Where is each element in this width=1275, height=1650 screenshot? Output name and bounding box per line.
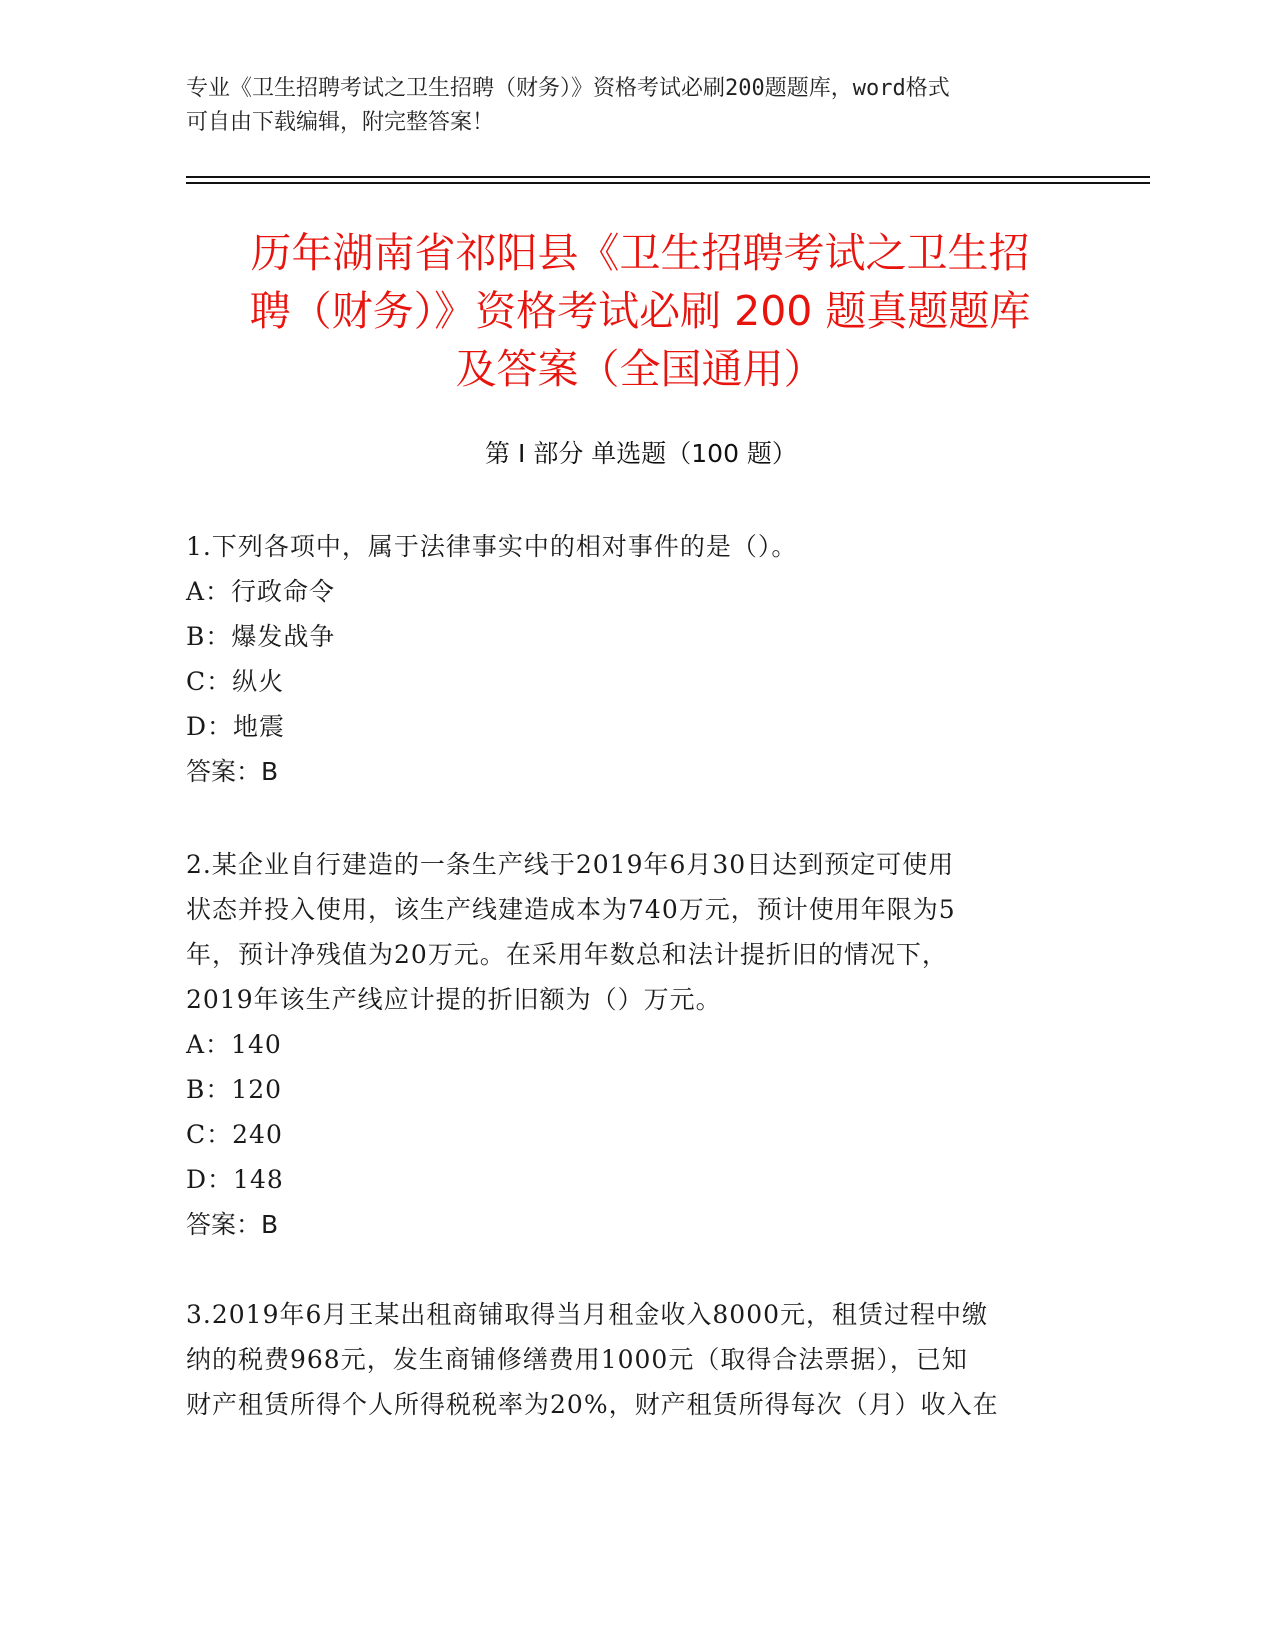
option-a: A：140 xyxy=(186,1030,282,1059)
document-title xyxy=(160,224,1120,398)
question-stem xyxy=(186,1292,1086,1427)
question-stem xyxy=(186,524,1086,569)
option-d: D：148 xyxy=(186,1165,284,1194)
section-heading: 第 I 部分 单选题（100 题） xyxy=(485,439,797,468)
answer-line: 答案：B xyxy=(186,1210,279,1239)
option-b: B：120 xyxy=(186,1075,283,1104)
option-c: C：240 xyxy=(186,1120,283,1149)
header-divider-top xyxy=(186,176,1150,178)
stem-line: 3.2019年6月王某出租商铺取得当月租金收入8000元，租赁过程中缴 xyxy=(186,1300,989,1329)
header-divider-bottom xyxy=(186,182,1150,184)
header-note-line: 专业《卫生招聘考试之卫生招聘（财务）》资格考试必刷200题题库，word格式 xyxy=(186,76,950,101)
stem-line: 2019年该生产线应计提的折旧额为（）万元。 xyxy=(186,985,722,1014)
stem-line: 1.下列各项中，属于法律事实中的相对事件的是（）。 xyxy=(186,532,798,561)
stem-line: 纳的税费968元，发生商铺修缮费用1000元（取得合法票据），已知 xyxy=(186,1345,968,1374)
answer-line: 答案：B xyxy=(186,757,279,786)
stem-line: 财产租赁所得个人所得税税率为20%，财产租赁所得每次（月）收入在 xyxy=(186,1390,999,1419)
header-note xyxy=(186,72,1066,140)
header-note-line: 可自由下载编辑，附完整答案！ xyxy=(186,110,495,135)
title-line: 聘（财务）》资格考试必刷 200 题真题题库 xyxy=(249,287,1031,335)
stem-line: 状态并投入使用，该生产线建造成本为740万元，预计使用年限为5 xyxy=(186,895,956,924)
option-d: D：地震 xyxy=(186,712,286,741)
question-stem xyxy=(186,842,1086,1022)
question-2 xyxy=(186,842,1086,1247)
title-line: 及答案（全国通用） xyxy=(455,345,825,393)
stem-line: 年，预计净残值为20万元。在采用年数总和法计提折旧的情况下， xyxy=(186,940,948,969)
option-a: A：行政命令 xyxy=(186,577,336,606)
option-c: C：纵火 xyxy=(186,667,285,696)
option-b: B：爆发战争 xyxy=(186,622,336,651)
stem-line: 2.某企业自行建造的一条生产线于2019年6月30日达到预定可使用 xyxy=(186,850,955,879)
title-line: 历年湖南省祁阳县《卫生招聘考试之卫生招 xyxy=(250,229,1030,277)
question-1 xyxy=(186,524,1086,794)
question-3 xyxy=(186,1292,1086,1427)
